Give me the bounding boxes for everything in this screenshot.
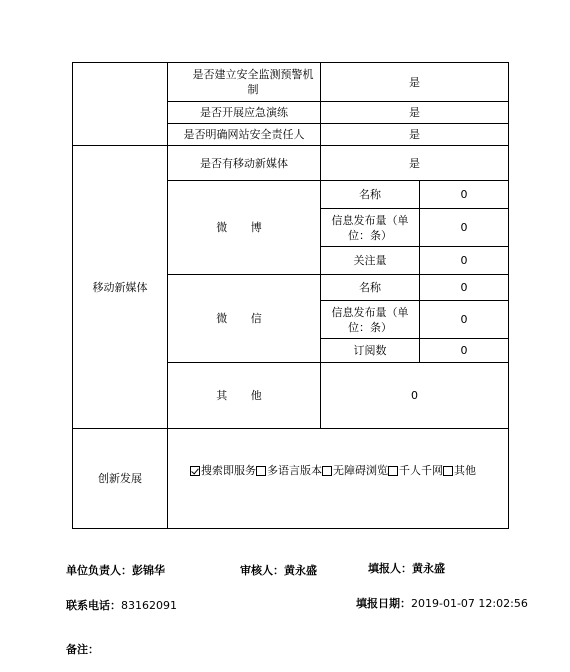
row-line-bottom <box>72 528 509 529</box>
phone-label: 联系电话： <box>66 599 121 612</box>
phone-value: 83162091 <box>121 599 177 612</box>
other-value: 0 <box>411 389 418 402</box>
reviewer-value: 黄永盛 <box>284 564 317 577</box>
filler <box>368 560 445 576</box>
fill-date <box>356 595 528 611</box>
option-accessibility[interactable]: 无障碍浏览 <box>322 464 388 477</box>
weibo-follow-value: 0 <box>460 254 468 267</box>
reviewer <box>240 562 317 578</box>
other-label: 其 他 <box>216 389 272 402</box>
monitor-label: 是否建立安全监测预警机制 <box>192 68 314 96</box>
date-label: 填报日期： <box>356 597 411 610</box>
weibo-name-value: 0 <box>460 188 468 201</box>
filler-label: 填报人： <box>368 562 412 575</box>
wechat-sub-value: 0 <box>460 344 468 357</box>
option-personalized[interactable]: 千人千网 <box>388 464 443 477</box>
weibo-name-label: 名称 <box>359 188 381 201</box>
drill-value: 是 <box>409 106 420 119</box>
contact-phone <box>66 597 177 613</box>
wechat-name-value: 0 <box>460 281 468 294</box>
drill-label: 是否开展应急演练 <box>200 106 288 119</box>
wechat-posts-value: 0 <box>460 313 468 326</box>
responsible-label: 是否明确网站安全责任人 <box>183 128 305 141</box>
unit-head-value: 彭锦华 <box>132 564 165 577</box>
weibo-posts-value: 0 <box>460 221 468 234</box>
innovation-label: 创新发展 <box>98 472 142 485</box>
checkbox-icon[interactable] <box>388 466 398 476</box>
table-border-right <box>508 62 509 528</box>
wechat-posts-label: 信息发布量（单位：条） <box>331 305 409 334</box>
checkbox-checked-icon[interactable] <box>190 466 200 476</box>
has-media-label: 是否有移动新媒体 <box>200 156 288 170</box>
checkbox-icon[interactable] <box>443 466 453 476</box>
has-media-value: 是 <box>409 156 420 170</box>
wechat-name-label: 名称 <box>359 281 381 294</box>
weibo-follow-label: 关注量 <box>353 254 387 267</box>
checkbox-icon[interactable] <box>256 466 266 476</box>
option-multilingual[interactable]: 多语言版本 <box>256 464 322 477</box>
monitor-value: 是 <box>409 75 420 89</box>
media-section-label: 移动新媒体 <box>92 280 148 294</box>
note <box>66 641 99 657</box>
option-search-service[interactable]: 搜索即服务 <box>190 464 256 477</box>
innovation-options <box>190 462 476 478</box>
weibo-label: 微 博 <box>216 221 272 234</box>
wechat-label: 微 信 <box>216 312 272 325</box>
weibo-posts-label: 信息发布量（单位：条） <box>331 213 409 242</box>
note-label: 备注： <box>66 643 99 656</box>
reviewer-label: 审核人： <box>240 564 284 577</box>
unit-head <box>66 562 165 578</box>
wechat-sub-label: 订阅数 <box>353 344 387 357</box>
option-other[interactable]: 其他 <box>443 464 476 477</box>
unit-head-label: 单位负责人： <box>66 564 132 577</box>
date-value: 2019-01-07 12:02:56 <box>411 597 528 610</box>
checkbox-icon[interactable] <box>322 466 332 476</box>
responsible-value: 是 <box>409 128 420 141</box>
filler-value: 黄永盛 <box>412 562 445 575</box>
